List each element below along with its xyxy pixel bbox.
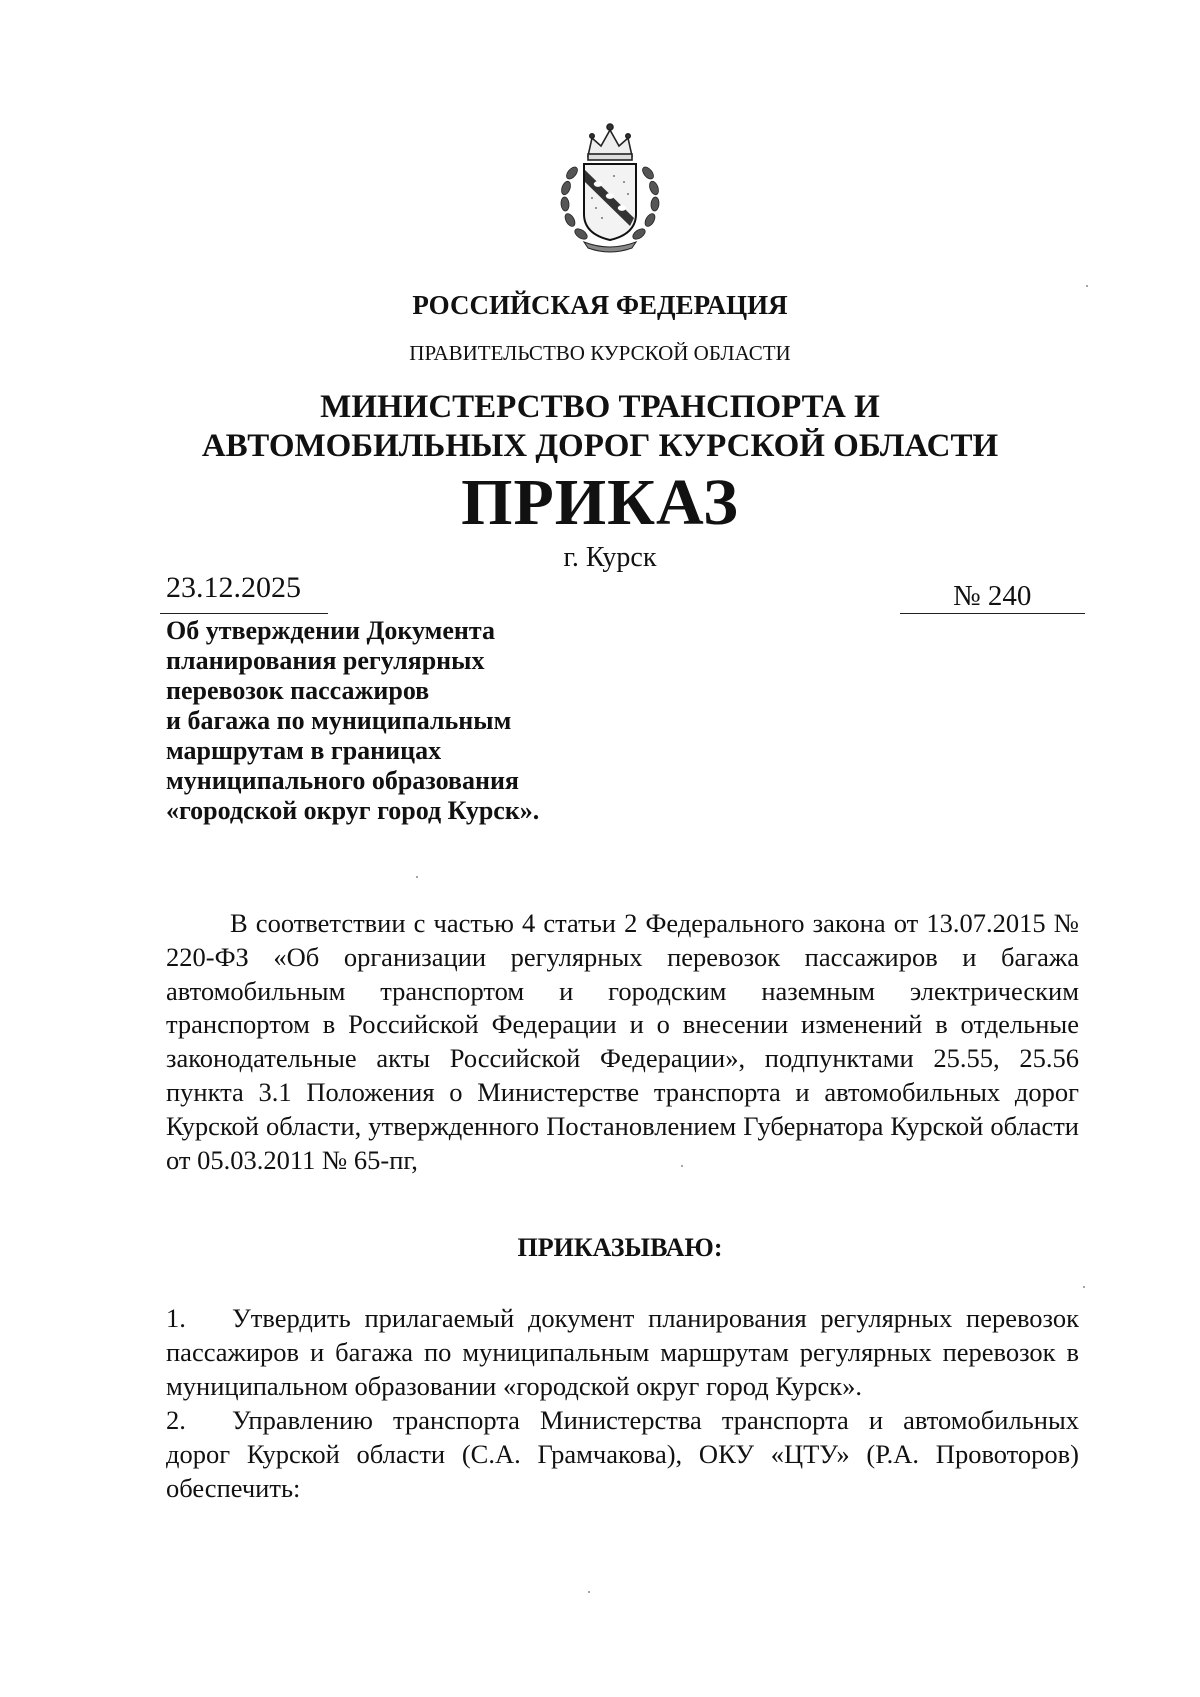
item-number: 2. [166, 1405, 186, 1435]
ministry-heading [0, 388, 1200, 466]
subject-line: планирования регулярных [166, 646, 485, 675]
scan-speck [416, 876, 418, 878]
date-underline [160, 613, 328, 614]
subject-line: перевозок пассажиров [166, 676, 430, 705]
government-heading: ПРАВИТЕЛЬСТВО КУРСКОЙ ОБЛАСТИ [409, 341, 791, 365]
city-label: г. Курск [563, 542, 657, 573]
ministry-name: МИНИСТЕРСТВО ТРАНСПОРТА И АВТОМОБИЛЬНЫХ ДОРОГ КУРСКОЙ ОБЛАСТИ [201, 389, 999, 464]
document-type-title: ПРИКАЗ [461, 466, 739, 539]
scan-speck [1083, 1286, 1085, 1288]
scan-speck [588, 1591, 590, 1593]
subject-line: маршрутам в границах [166, 736, 442, 765]
item-text: Управлению транспорта Министерства транспорта и автомобильных дорог Курской области (С.А. Грамчакова), ОКУ «ЦТУ» (Р.А. Провоторов) обеспечить: [166, 1405, 1079, 1503]
subject-line: «городской округ город Курск». [166, 796, 540, 825]
document-date: 23.12.2025 [166, 571, 301, 604]
country-heading: РОССИЙСКАЯ ФЕДЕРАЦИЯ [412, 290, 788, 320]
scan-speck [1086, 285, 1088, 287]
order-item-2 [166, 1404, 1079, 1505]
legal-basis-paragraph: В соответствии с частью 4 статьи 2 Федерального закона от 13.07.2015 № 220-ФЗ «Об организации регулярных перевозок пассажиров и багажа автомобильным транспортом и городским наземным электрическим транспортом в Российской Федерации и о внесении изменений в отдельные законодательные акты Российской Федерации», подпунктами 25.55, 25.56 пункта 3.1 Положения о Министерстве транспорта и автомобильных дорог Курской области, утвержденного Постановлением Губернатора Курской области от 05.03.2011 № 65-пг, [166, 908, 1079, 1175]
kursk-coat-of-arms-icon [548, 118, 672, 254]
document-number: № 240 [953, 580, 1032, 612]
document-subject [166, 616, 636, 826]
scan-speck [681, 1165, 683, 1167]
order-item-1 [166, 1302, 1079, 1403]
subject-line: Об утверждении Документа [166, 616, 495, 645]
decree-heading: ПРИКАЗЫВАЮ: [517, 1233, 723, 1262]
number-underline [900, 613, 1085, 614]
item-number: 1. [166, 1303, 186, 1333]
subject-line: и багажа по муниципальным [166, 706, 512, 735]
item-text: Утвердить прилагаемый документ планирования регулярных перевозок пассажиров и багажа по муниципальным маршрутам регулярных перевозок в муниципальном образовании «городской округ город Курск». [166, 1303, 1079, 1401]
subject-line: муниципального образования [166, 766, 519, 795]
